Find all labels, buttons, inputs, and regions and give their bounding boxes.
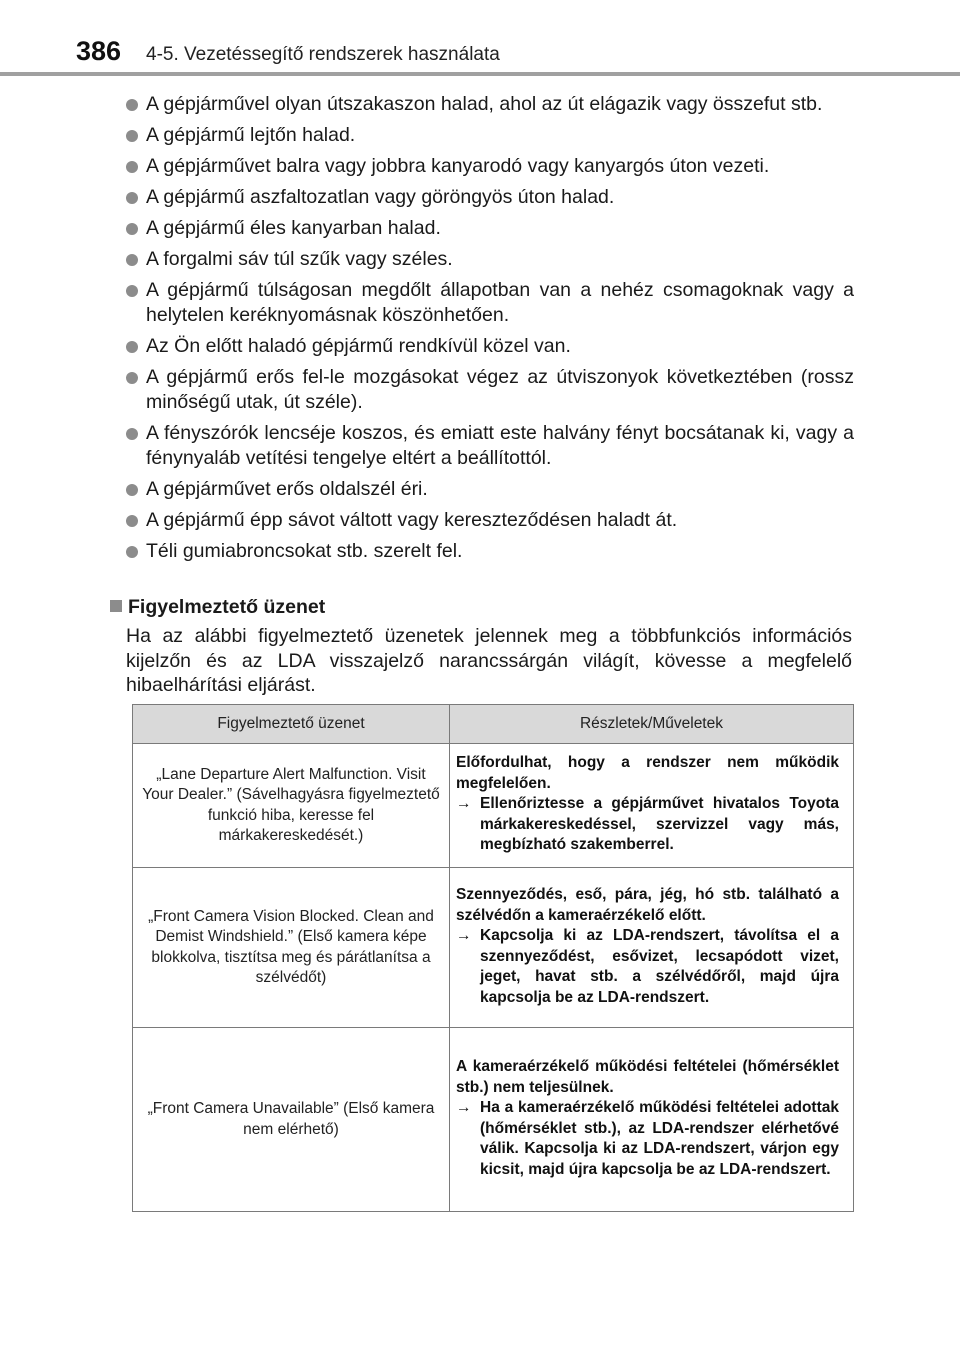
action-text: Ha a kameraérzékelő működési feltételei adottak (hőmérséklet stb.), az LDA-rendszer elérhetővé válik. Kapcsolja ki az LDA-rendszert, várjon egy kicsit, majd újra kapcsolja be az LDA-rendszert. [480,1099,839,1178]
list-item-text: A forgalmi sáv túl szűk vagy széles. [146,248,453,270]
bullet-icon [126,428,138,440]
list-item [126,508,854,533]
list-item-text: A gépjármű lejtőn halad. [146,124,356,146]
bullet-icon [126,161,138,173]
list-item [126,92,854,117]
intro-paragraph: Ha az alábbi figyelmeztető üzenetek jelennek meg a többfunkciós információs kijelzőn és az LDA visszajelző narancssárgán világít, kövesse a megfelelő hibaelhárítási eljárást. [126,625,852,696]
list-item [126,154,854,179]
list-item [126,216,854,241]
list-item-text: A gépjármű épp sávot váltott vagy kereszteződésen haladt át. [146,509,678,531]
list-item-text: A gépjármű erős fel-le mozgásokat végez az útviszonyok következtében (rossz minőségű utak, út széle). [146,366,854,413]
list-item-text: A fényszórók lencséje koszos, és emiatt este halvány fényt bocsátanak ki, vagy a fénynyaláb vetítési tengelye eltért a beállítottól. [146,422,854,469]
bullet-icon [126,372,138,384]
action-item [456,1098,839,1180]
arrow-icon: → [456,795,472,813]
table-row [133,744,854,868]
arrow-icon: → [456,1099,472,1116]
square-bullet-icon [110,600,122,612]
list-item-text: Az Ön előtt haladó gépjármű rendkívül közel van. [146,335,571,357]
list-item [126,185,854,210]
list-item [126,247,854,272]
list-item [126,123,854,148]
details-cell [450,868,854,1028]
list-item [126,334,854,359]
column-header-message: Figyelmeztető üzenet [133,705,450,744]
warning-message: „Lane Departure Alert Malfunction. Visit Your Dealer.” (Sávelhagyásra figyelmeztető funkció hiba, keresse fel márkakereskedését.) [133,744,450,868]
list-item [126,477,854,502]
list-item-text: A gépjármű túlságosan megdőlt állapotban van a nehéz csomagoknak vagy a helytelen keréknyomásnak köszönhetően. [146,279,854,326]
table-header-row [133,705,854,744]
list-item-text: A gépjárművet erős oldalszél éri. [146,478,428,500]
bullet-icon [126,223,138,235]
table-row [133,868,854,1028]
detail-text: Előfordulhat, hogy a rendszer nem működik megfelelően. [456,754,839,792]
list-item-text: A gépjárművel olyan útszakaszon halad, ahol az út elágazik vagy összefut stb. [146,93,823,115]
bullet-icon [126,515,138,527]
warning-message: „Front Camera Vision Blocked. Clean and Demist Windshield.” (Első kamera képe blokkolva, tisztítsa meg és párátlanítsa a szélvédőt) [133,868,450,1028]
details-cell [450,1028,854,1212]
subheading-text: Figyelmeztető üzenet [128,596,326,618]
subheading [110,596,325,619]
list-item [126,365,854,415]
page-number: 386 [76,36,122,66]
list-item-text: A gépjármű aszfaltozatlan vagy göröngyös úton halad. [146,186,615,208]
bullet-icon [126,99,138,111]
list-item [126,539,854,564]
details-cell [450,744,854,868]
action-item [456,794,839,856]
detail-text: A kameraérzékelő működési feltételei (hőmérséklet stb.) nem teljesülnek. [456,1058,839,1096]
list-item [126,421,854,471]
list-item-text: A gépjárművet balra vagy jobbra kanyarodó vagy kanyargós úton vezeti. [146,155,770,177]
column-header-details: Részletek/Műveletek [450,705,854,744]
detail-text: Szennyeződés, eső, pára, jég, hó stb. található a szélvédőn a kameraérzékelő előtt. [456,886,839,924]
bullet-icon [126,254,138,266]
bullet-icon [126,285,138,297]
action-item [456,926,839,1008]
list-item [126,278,854,328]
action-text: Kapcsolja ki az LDA-rendszert, távolítsa el a szennyeződést, esővizet, lecsapódott vizet, jeget, havat stb. a szélvédőről, majd újra kapcsolja be az LDA-rendszert. [480,927,839,1006]
bullet-icon [126,546,138,558]
arrow-icon: → [456,927,472,944]
table-row [133,1028,854,1212]
action-text: Ellenőriztesse a gépjárművet hivatalos Toyota márkakereskedéssel, szervizzel vagy más, megbízható szakemberrel. [480,795,839,854]
list-item-text: Téli gumiabroncsokat stb. szerelt fel. [146,540,463,562]
bullet-icon [126,484,138,496]
list-item-text: A gépjármű éles kanyarban halad. [146,217,441,239]
condition-list [126,92,854,570]
bullet-icon [126,341,138,353]
section-title: 4-5. Vezetéssegítő rendszerek használata [146,44,500,65]
warning-message: „Front Camera Unavailable” (Első kamera nem elérhető) [133,1028,450,1212]
bullet-icon [126,130,138,142]
page-header [0,0,960,74]
warning-table [132,704,854,1212]
header-rule [0,72,960,76]
bullet-icon [126,192,138,204]
